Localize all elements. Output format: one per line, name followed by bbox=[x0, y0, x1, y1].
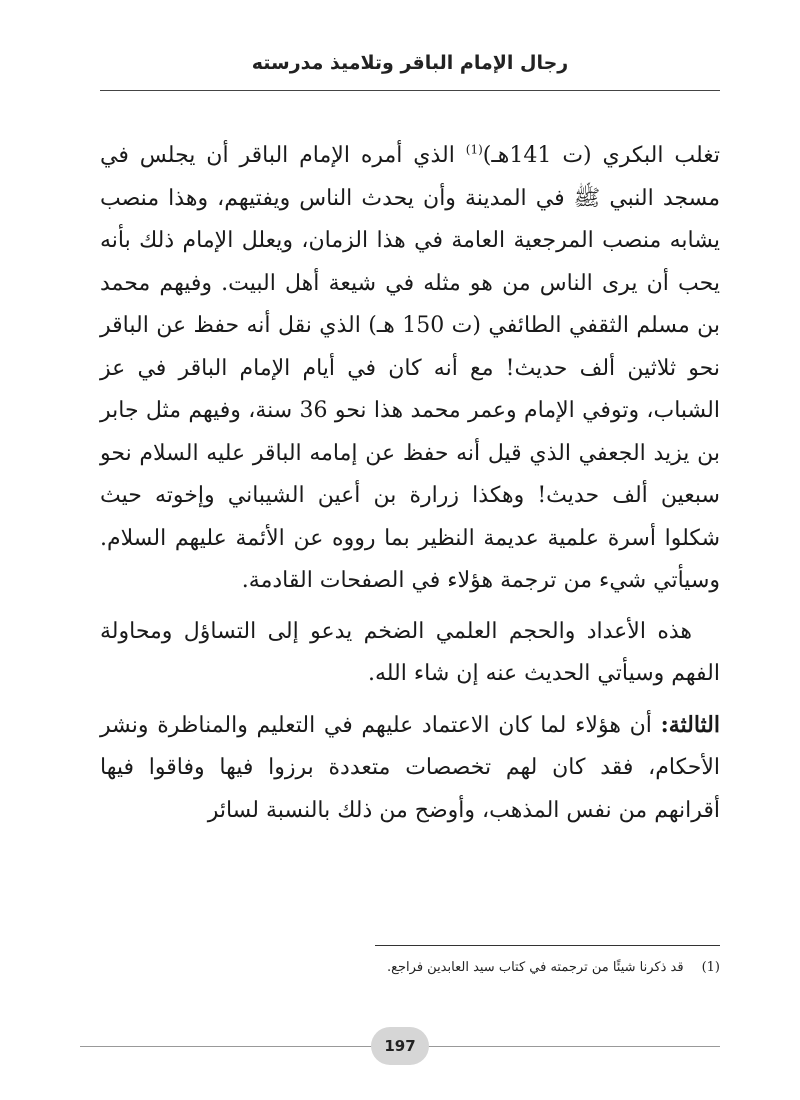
footnote-number: (1) bbox=[701, 960, 720, 975]
paragraph-2: هذه الأعداد والحجم العلمي الضخم يدعو إلى التساؤل ومحاولة الفهم وسيأتي الحديث عنه إن شاء الله. bbox=[100, 618, 720, 686]
footnote-text: قد ذكرنا شيئًا من ترجمته في كتاب سيد العابدين فراجع. bbox=[386, 960, 684, 975]
paragraph-1-part-1: تغلب البكري (ت 141هـ) bbox=[482, 143, 720, 168]
paragraph-3 bbox=[100, 704, 720, 833]
footnote-reference[interactable]: (1) bbox=[465, 142, 483, 157]
paragraph-1-part-2: الذي أمره الإمام الباقر أن يجلس في مسجد النبي ﷺ في المدينة وأن يحدث الناس ويفتيهم، وهذا منصب يشابه منصب المرجعية العامة في هذا الزمان، ويعلل الإمام ذلك بأنه يحب أن يرى الناس من هو مثله في شيعة أهل البيت. وفيهم محمد بن مسلم الثقفي الطائفي (ت 150 هـ) الذي نقل أنه حفظ عن الباقر نحو ثلاثين ألف حديث! مع أنه كان في أيام الإمام الباقر في عز الشباب، وتوفي الإمام وعمر محمد هذا نحو 36 سنة، وفيهم مثل جابر بن يزيد الجعفي الذي قيل أنه حفظ عن إمامه الباقر عليه السلام نحو سبعين ألف حديث! وهكذا زرارة بن أعين الشيباني وإخوته حيث شكلوا أسرة علمية عديمة النظير بما رووه عن الأئمة عليهم السلام. وسيأتي شيء من ترجمة هؤلاء في الصفحات القادمة. bbox=[100, 143, 721, 593]
running-header: رجال الإمام الباقر وتلاميذ مدرسته bbox=[251, 52, 569, 74]
footnote-divider bbox=[375, 945, 720, 946]
footnote bbox=[100, 958, 720, 978]
paragraph-3-text: أن هؤلاء لما كان الاعتماد عليهم في التعليم والمناظرة ونشر الأحكام، فقد كان لهم تخصصات متعددة برزوا فيها وفاقوا فيها أقرانهم من نفس المذهب، وأوضح من ذلك بالنسبة لسائر bbox=[100, 712, 720, 823]
paragraph-3-lead: الثالثة: bbox=[660, 711, 720, 738]
header-divider bbox=[100, 90, 720, 91]
page-number: 197 bbox=[371, 1027, 429, 1065]
paragraph-1 bbox=[100, 135, 720, 603]
page-body bbox=[100, 135, 720, 840]
